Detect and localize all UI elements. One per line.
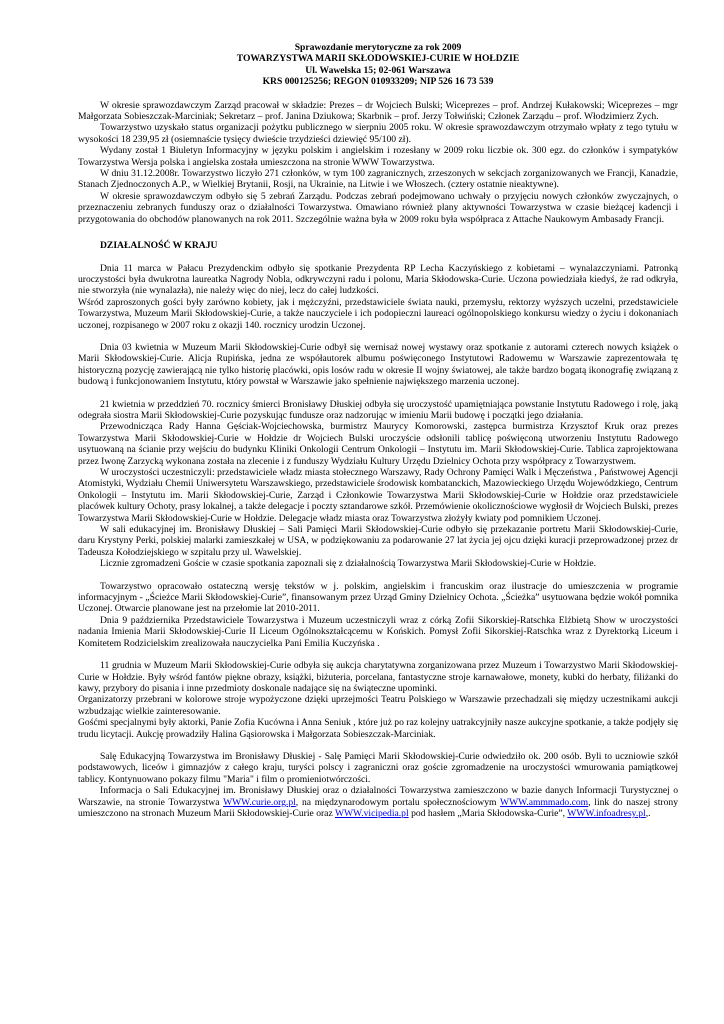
paragraph-organizers: Organizatorzy przebrani w kolorowe stroje wypożyczone dzięki uprzejmości Teatru Polskiego w Warszawie przechadzali się między uczestnikami aukcji wzbudzając wielkie zainteresowanie.	[78, 694, 678, 717]
paragraph-bulletin: Wydany został 1 Biuletyn Informacyjny w języku polskim i angielskim i rozesłany w 2009 roku liczbie ok. 300 egz. do członków i sympatyków Towarzystwa Wersja polska i angielska została umieszczona na stronie WWW Towarzystwa.	[78, 145, 678, 168]
section-heading: DZIAŁALNOŚĆ W KRAJU	[100, 240, 218, 252]
organization-address: Ul. Wawelska 15; 02-061 Warszawa	[305, 64, 451, 76]
paragraph-auction: 11 grudnia w Muzeum Marii Skłodowskiej-Curie odbyła się aukcja charytatywna zorganizowana przez Muzeum i Towarzystwo Marii Skłodowskiej-Curie w Hołdzie. Były wśród fantów piękne obrazy, książki, biżuteria, porcelana, fantastyczne stroje karnawałowe, monety, kubki do herbaty, filiżanki do kawy, przybory do pisania i inne przedmioty doskonale nadające się na świąteczne upominki.	[78, 660, 678, 694]
paragraph-vernissage: Dnia 03 kwietnia w Muzeum Marii Skłodowskiej-Curie odbył się wernisaż nowej wystawy oraz spotkanie z autorami czterech nowych książek o Marii Skłodowskiej-Curie. Alicja Rupińska, jedna ze współautorek albumu poświęconego Instytutowi Radowemu w Warszawie zaprezentowała tę historyczną pozycję zawierającą nie tylko historię placówki, opis losów radu w okresie II wojny światowej, ale także bardzo bogatą ikonografię związaną z budową i funkcjonowaniem Instytutu, który powstał w Warszawie jako spełnienie największego marzenia uczonej.	[78, 341, 678, 388]
registration-numbers: KRS 000125256; REGON 010933209; NIP 526 16 73 539	[262, 76, 494, 88]
paragraph-participants: W uroczystości uczestniczyli: przedstawiciele władz miasta stołecznego Warszawy, Rady Ochrony Pamięci Walk i Męczeństwa , Państwowej Agencji Atomistyki, Wydziału Chemii Uniwersytetu Warszawskiego, przedstawiciele środowisk kombatanckich, Mazowieckiego Urzędu Wojewódzkiego, Centrum Onkologii – Instytutu im. Marii Skłodowskiej-Curie, Zarząd i Członkowie Towarzystwa Marii Skłodowskiej-Curie w Hołdzie oraz przedstawiciele placówek kultury Ochoty, prasy lokalnej, a także delegacje i poczty sztandarowe szkół. Przemówienie okolicznościowe wygłosił dr Wojciech Bulski, prezes Towarzystwa Marii Skłodowskiej-Curie w Hołdzie. Delegacje władz miasta oraz Towarzystwa złożyły kwiaty pod pomnikiem Uczonej.	[78, 467, 678, 524]
report-title: Sprawozdanie merytoryczne za rok 2009	[294, 42, 462, 53]
paragraph-education-room: Salę Edukacyjną Towarzystwa im Bronisławy Dłuskiej - Salę Pamięci Marii Skłodowskiej-Curie odwiedziło ok. 200 osób. Byli to uczniowie szkół podstawowych, liceów i gimnazjów z całego kraju, turyści polscy i zagraniczni oraz goście zgromadzenie na uroczystości wmurowania pamiątkowej tablicy. Kontynuowano pokazy filmu "Maria" i film o promieniotwórczości.	[78, 750, 678, 785]
link-ammmado[interactable]: WWW.ammmado.com	[500, 796, 589, 808]
paragraph-anniversary: 21 kwietnia w przeddzień 70. rocznicy śmierci Bronisławy Dłuskiej odbyła się uroczystość upamiętniająca powstanie Instytutu Radowego i rolę, jaką odegrała siostra Marii Skłodowskiej-Curie pozyskując fundusze oraz nadzorując w imieniu Marii budowę i początki jego działania.	[78, 398, 678, 421]
info-text-5: ,.	[645, 807, 651, 819]
document-header	[78, 42, 678, 88]
paragraph-portrait: W sali edukacyjnej im. Bronisławy Dłuskiej – Sali Pamięci Marii Skłodowskiej-Curie odbyło się przekazanie portretu Marii Skłodowskiej-Curie, daru Krystyny Perki, polskiej malarki zamieszkałej w USA, w podziękowaniu za podarowanie 27 lat życia jej ojcu dzięki kuracji przeprowadzonej przez dr Tadeusza Kołodziejskiego w szpitalu przy ul. Wawelskiej.	[78, 524, 678, 558]
link-infoadresy[interactable]: WWW.infoadresy.pl	[567, 807, 646, 819]
paragraph-meetings: W okresie sprawozdawczym odbyło się 5 zebrań Zarządu. Podczas zebrań podejmowano uchwały o przyjęciu nowych członków zwyczajnych, o przeznaczeniu zebranych funduszy oraz o działalności Towarzystwa. Omawiano również plany aktywności Towarzystwa w czasie bieżącej kadencji i przygotowania do obchodów planowanych na rok 2011. Szczególnie ważna była w 2009 roku była współpraca z Attache Naukowym Ambasady Francji.	[78, 190, 678, 225]
organization-name: TOWARZYSTWA MARII SKŁODOWSKIEJ-CURIE W HOŁDZIE	[236, 53, 520, 65]
paragraph-special-guests: Gośćmi specjalnymi były aktorki, Panie Zofia Kucówna i Anna Seniuk , które już po raz kolejny uatrakcyjniły nasze aukcyjne spotkanie, a także podjęły się trudu licytacji. Aukcję prowadziły Halina Gąsiorowska i Małgorzata Sobieszczak-Marciniak.	[78, 717, 678, 740]
paragraph-guests: Wśród zaproszonych gości były zarówno kobiety, jak i mężczyźni, przedstawiciele świata nauki, przemysłu, rektorzy wyższych uczelni, przedstawiciele Towarzystwa, Muzeum Marii Skłodowskiej-Curie, a także nauczyciele i ich podopieczni laureaci ogólnopolskiego konkursu wiedzy o życiu i dokonaniach uczonej, rozpisanego w 2007 roku z okazji 140. rocznicy urodzin Uczonej.	[78, 296, 678, 331]
paragraph-guests-informed: Licznie zgromadzeni Goście w czasie spotkania zapoznali się z działalnością Towarzystwa Marii Skłodowskiej-Curie w Hołdzie.	[100, 558, 596, 570]
link-curie-org[interactable]: WWW.curie.org.pl	[223, 796, 296, 808]
paragraph-konskie: Dnia 9 października Przedstawiciele Towarzystwa i Muzeum uczestniczyli wraz z córką Zofii Sikorskiej-Ratschka Elżbietą Show w uroczystości nadania Imienia Marii Skłodowskiej-Curie II Liceum Ogólnokształcącemu w Końskich. Pomysł Zofii Sikorskiej-Ratschka wraz z Dyrektorką Liceum i Komitetem Rodzicielskim zrealizowała nauczycielka Pani Emilia Kuczyńska .	[78, 614, 678, 649]
link-vicipedia[interactable]: WWW.vicipedia.pl	[334, 807, 409, 819]
document-page	[78, 42, 678, 819]
info-text-2: , na międzynarodowym portalu społecznościowym	[295, 796, 497, 808]
info-text-4: pod hasłem „Maria Skłodowska-Curie”,	[411, 807, 566, 819]
paragraph-path: Towarzystwo opracowało ostateczną wersję tekstów w j. polskim, angielskim i francuskim oraz ilustracje do umieszczenia w programie informacyjnym - „Ścieżce Marii Skłodowskiej-Curie”, finansowanym przez Urząd Gminy Dzielnicy Ochota. „Ścieżka” usytuowana będzie wokół pomnika Uczonej. Otwarcie planowane jest na przełomie lat 2010-2011.	[78, 580, 678, 615]
info-text-3: , link do naszej strony umieszczono na stronach Muzeum Marii Skłodowskiej-Curie oraz	[78, 796, 679, 819]
paragraph-members: W dniu 31.12.2008r. Towarzystwo liczyło 271 członków, w tym 100 zagranicznych, zrzeszonych w sekcjach zorganizowanych we Francji, Kanadzie, Stanach Zjednoczonych A.P., w Wielkiej Brytanii, Rosji, na Ukrainie, na Litwie i we Włoszech. (cztery ostatnie nieaktywne).	[78, 168, 678, 191]
paragraph-board: W okresie sprawozdawczym Zarząd pracował w składzie: Prezes – dr Wojciech Bulski; Wiceprezes – prof. Andrzej Kułakowski; Wiceprezes – mgr Małgorzata Sobieszczak-Marciniak; Sekretarz – prof. Janina Dziukowa; Skarbnik – prof. Jerzy Tołwiński; Członek Zarządu – prof. Włodzimierz Zych.	[78, 99, 678, 123]
paragraph-opp-status: Towarzystwo uzyskało status organizacji pożytku publicznego w sierpniu 2005 roku. W okresie sprawozdawczym otrzymało wpłaty z tego tytułu w wysokości 18 239,95 zł (osiemnaście tysięcy dwieście trzydzieści dziewięć 95/100 zł).	[78, 122, 678, 145]
info-text-1: Informacja o Sali Edukacyjnej im. Bronisławy Dłuskiej oraz o działalności Towarzystwa zamieszczono w bazie danych Informacji Turystycznej o Warszawie, na stronie Towarzystwa	[78, 785, 678, 808]
paragraph-presidential-meeting: Dnia 11 marca w Pałacu Prezydenckim odbyło się spotkanie Prezydenta RP Lecha Kaczyńskiego z kobietami – wynalazczyniami. Patronką uroczystości była dwukrotna laureatka Nagrody Nobla, odkrywczyni radu i polonu, Maria Skłodowska-Curie. Uczona powiedziała kiedyś, że rad odkryła, nie stworzyła (nie wynalazła), nie należy więc do niej, lecz do całej ludzkości.	[78, 262, 678, 297]
paragraph-information	[78, 785, 678, 819]
document-body	[78, 100, 678, 820]
paragraph-plaque: Przewodnicząca Rady Hanna Gęściak-Wojciechowska, burmistrz Maurycy Komorowski, zastępca burmistrza Krzysztof Kruk oraz prezes Towarzystwa Marii Skłodowskiej-Curie w Hołdzie dr Wojciech Bulski uroczyście odsłonili tablicę poświęconą utworzeniu Instytutu Radowego usytuowaną na ścianie przy wejściu do budynku Kliniki Onkologii Centrum Onkologii – Instytutu im. Marii Skłodowskiej-Curie. Tablica zaprojektowana przez Iwonę Zarzycką wykonana została na zlecenie i z funduszy Wydziału Kultury Urzędu Dzielnicy Ochota przy współpracy z Towarzystwem.	[78, 421, 678, 467]
